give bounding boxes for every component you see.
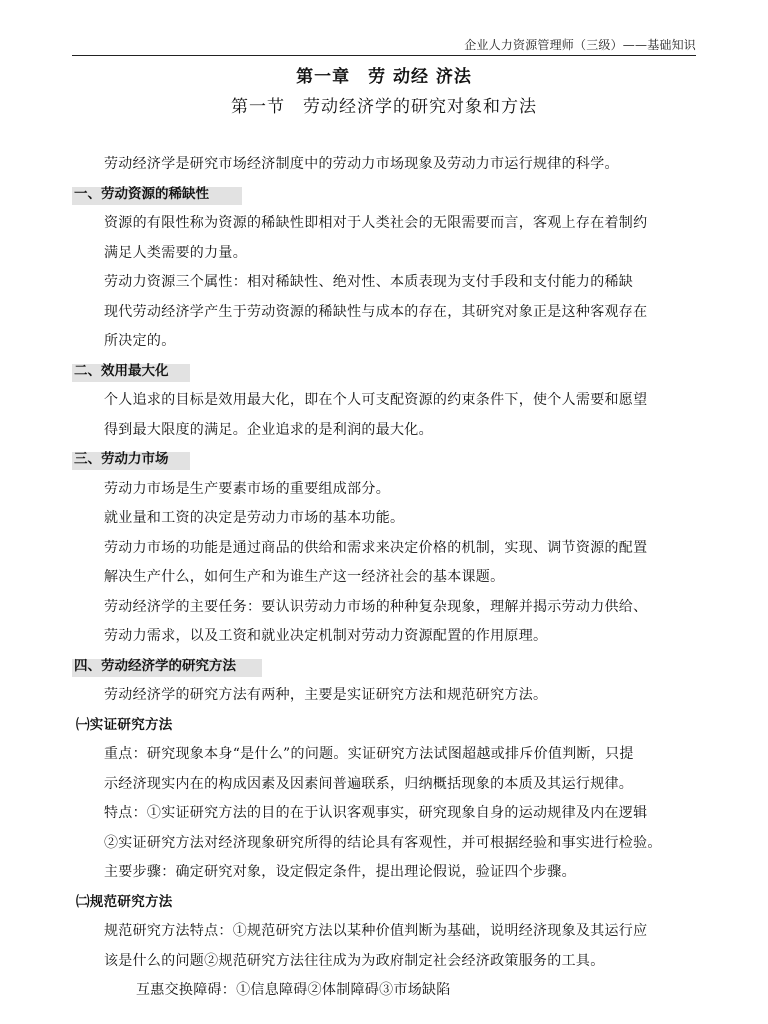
body-line: 资源的有限性称为资源的稀缺性即相对于人类社会的无限需要而言，客观上存在着制约 (104, 215, 648, 231)
body-line: 该是什么的问题②规范研究方法往往成为为政府制定社会经济政策服务的工具。 (104, 952, 605, 969)
section-heading-text: 二、效用最大化 (74, 362, 169, 379)
body-line: 规范研究方法特点：①规范研究方法以某种价值判断为基础，说明经济现象及其运行应 (104, 923, 648, 939)
body-line: 个人追求的目标是效用最大化，即在个人可支配资源的约束条件下，使个人需要和愿望 (104, 392, 648, 408)
body-line: 解决生产什么，如何生产和为谁生产这一经济社会的基本课题。 (104, 569, 505, 585)
section-heading (72, 357, 702, 387)
running-header: 企业人力资源管理师（三级）——基础知识 (464, 38, 696, 52)
body-line: 劳动力市场是生产要素市场的重要组成部分。 (104, 480, 390, 497)
section-heading-text: 一、劳动资源的稀缺性 (74, 185, 209, 202)
body-line: ②实证研究方法对经济现象研究所得的结论具有客观性，并可根据经验和事实进行检验。 (104, 834, 662, 851)
body-line: 劳动力需求，以及工资和就业决定机制对劳动力资源配置的作用原理。 (104, 628, 548, 644)
section-heading (72, 652, 702, 682)
section-heading (72, 180, 702, 210)
subsection-heading: ㈠实证研究方法 (76, 716, 173, 733)
body-line: 得到最大限度的满足。企业追求的是利润的最大化。 (104, 421, 433, 438)
body-line: 主要步骤：确定研究对象，设定假定条件，提出理论假说，验证四个步骤。 (104, 864, 576, 880)
body-line: 劳动力市场的功能是通过商品的供给和需求来决定价格的机制，实现、调节资源的配置 (104, 539, 648, 556)
body-line: 劳动经济学的主要任务：要认识劳动力市场的种种复杂现象，理解并揭示劳动力供给、 (104, 598, 648, 615)
section-heading (72, 445, 702, 475)
body-line: 就业量和工资的决定是劳动力市场的基本功能。 (104, 510, 405, 526)
body-line: 现代劳动经济学产生于劳动资源的稀缺性与成本的存在，其研究对象正是这种客观存在 (104, 303, 648, 320)
header-rule (72, 55, 696, 56)
body-line: 示经济现实内在的构成因素及因素间普遍联系，归纳概括现象的本质及其运行规律。 (104, 775, 634, 792)
document-body (72, 150, 702, 1006)
body-line: 重点：研究现象本身“是什么”的问题。实证研究方法试图超越或排斥价值判断，只提 (104, 746, 634, 762)
body-line: 劳动经济学的研究方法有两种，主要是实证研究方法和规范研究方法。 (104, 687, 548, 703)
body-line: 特点：①实证研究方法的目的在于认识客观事实，研究现象自身的运动规律及内在逻辑 (104, 805, 648, 821)
chapter-title: 第一章 劳 动经 济法 (296, 67, 472, 87)
body-line: 互惠交换障碍：①信息障碍②体制障碍③市场缺陷 (136, 982, 451, 998)
subsection-heading: ㈡规范研究方法 (76, 893, 173, 910)
section-heading-text: 四、劳动经济学的研究方法 (74, 657, 236, 674)
body-line: 满足人类需要的力量。 (104, 244, 247, 261)
body-line: 劳动力资源三个属性：相对稀缺性、绝对性、本质表现为支付手段和支付能力的稀缺 (104, 274, 634, 290)
body-line: 所决定的。 (104, 333, 176, 349)
section-heading-text: 三、劳动力市场 (74, 451, 169, 467)
section-title: 第一节 劳动经济学的研究对象和方法 (231, 97, 537, 117)
intro-paragraph: 劳动经济学是研究市场经济制度中的劳动力市场现象及劳动力市运行规律的科学。 (104, 156, 619, 172)
